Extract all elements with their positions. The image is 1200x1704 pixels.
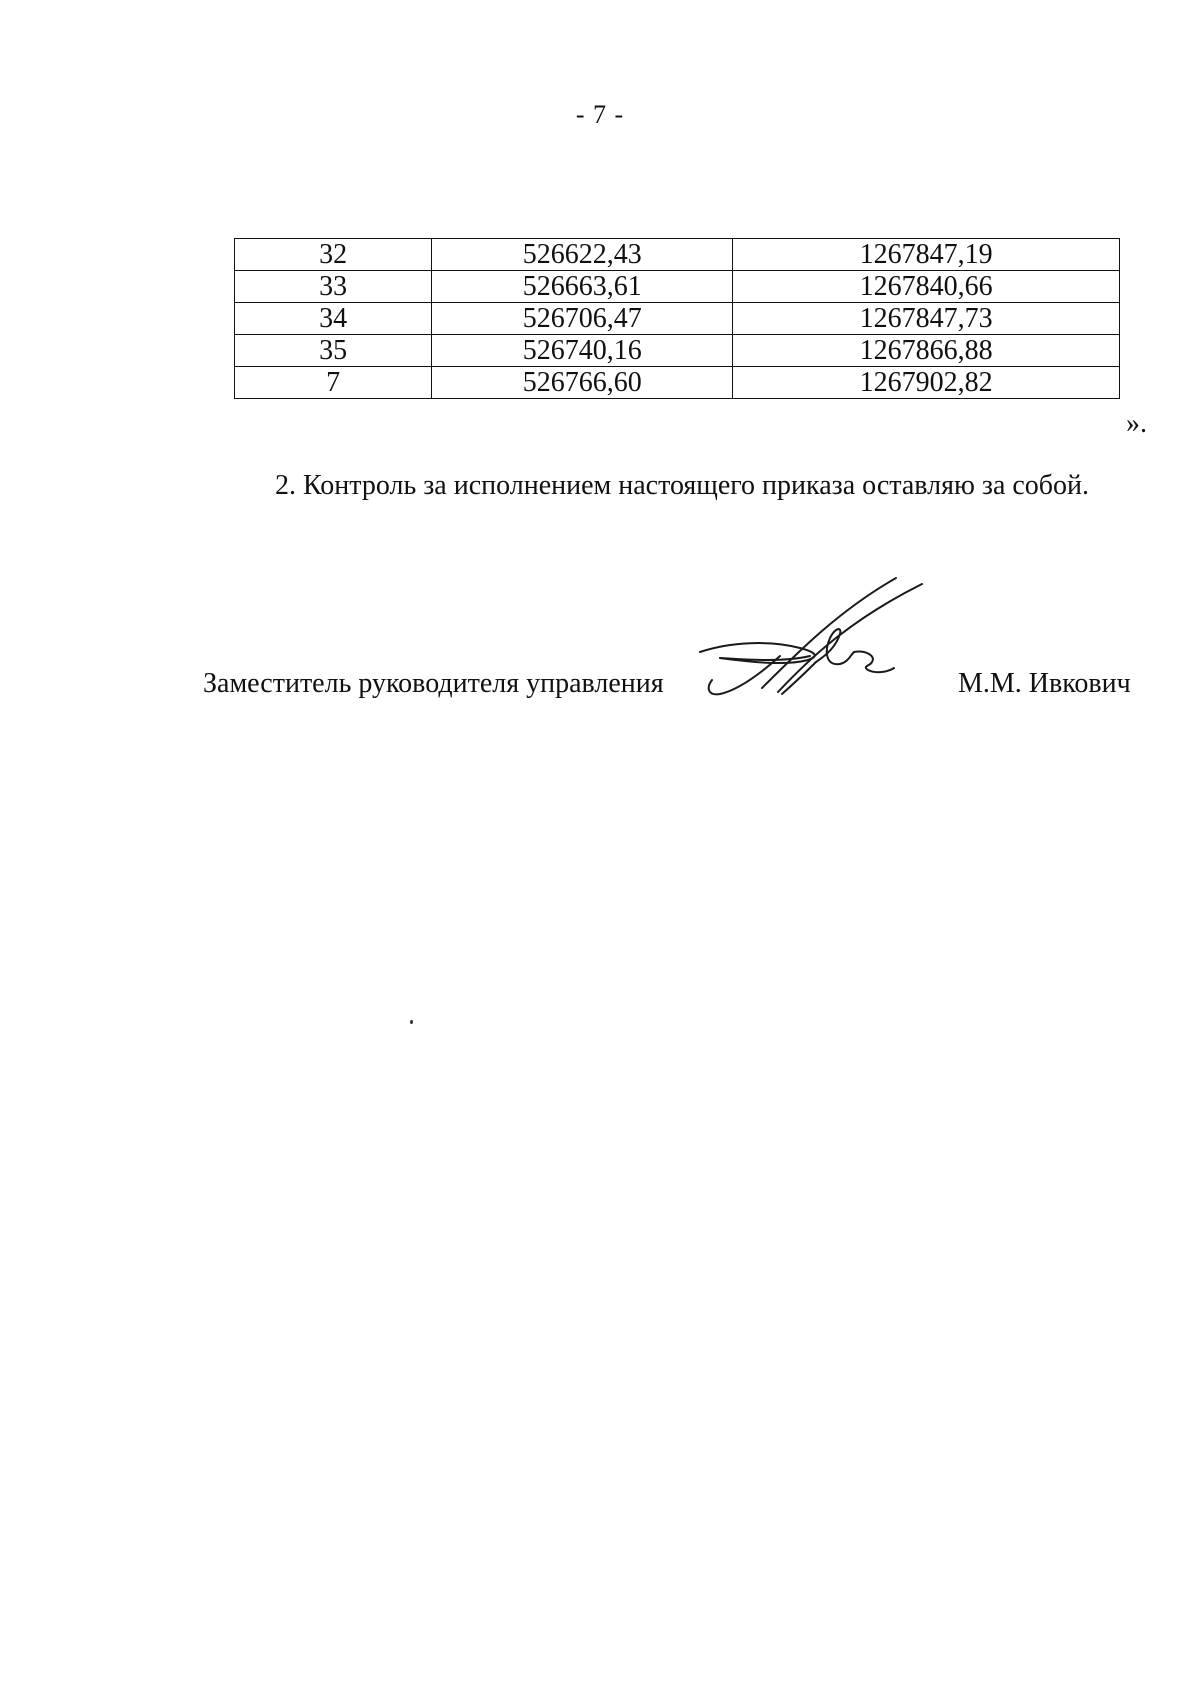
- table-row: [235, 239, 1120, 271]
- y-coordinate-cell: 1267840,66: [733, 271, 1120, 303]
- x-coordinate-cell: 526663,61: [432, 271, 733, 303]
- point-number-cell: 34: [235, 303, 432, 335]
- signer-position-title: Заместитель руководителя управления: [203, 668, 664, 699]
- coordinates-table: [234, 238, 1120, 399]
- table-row: [235, 335, 1120, 367]
- signer-name: М.М. Ивкович: [958, 668, 1131, 699]
- y-coordinate-cell: 1267866,88: [733, 335, 1120, 367]
- table-row: [235, 367, 1120, 399]
- scan-speck: [410, 1020, 413, 1024]
- handwritten-signature: [690, 570, 940, 730]
- point-number-cell: 33: [235, 271, 432, 303]
- x-coordinate-cell: 526766,60: [432, 367, 733, 399]
- clause-2: [275, 470, 1089, 502]
- closing-quote-mark: ».: [1126, 408, 1147, 439]
- table-row: [235, 271, 1120, 303]
- clause-text: Контроль за исполнением настоящего приказа оставляю за собой.: [303, 470, 1090, 501]
- point-number-cell: 35: [235, 335, 432, 367]
- x-coordinate-cell: 526622,43: [432, 239, 733, 271]
- table-row: [235, 303, 1120, 335]
- x-coordinate-cell: 526740,16: [432, 335, 733, 367]
- point-number-cell: 7: [235, 367, 432, 399]
- x-coordinate-cell: 526706,47: [432, 303, 733, 335]
- point-number-cell: 32: [235, 239, 432, 271]
- clause-number: 2.: [275, 470, 296, 501]
- y-coordinate-cell: 1267902,82: [733, 367, 1120, 399]
- y-coordinate-cell: 1267847,19: [733, 239, 1120, 271]
- page-number: - 7 -: [575, 100, 625, 129]
- y-coordinate-cell: 1267847,73: [733, 303, 1120, 335]
